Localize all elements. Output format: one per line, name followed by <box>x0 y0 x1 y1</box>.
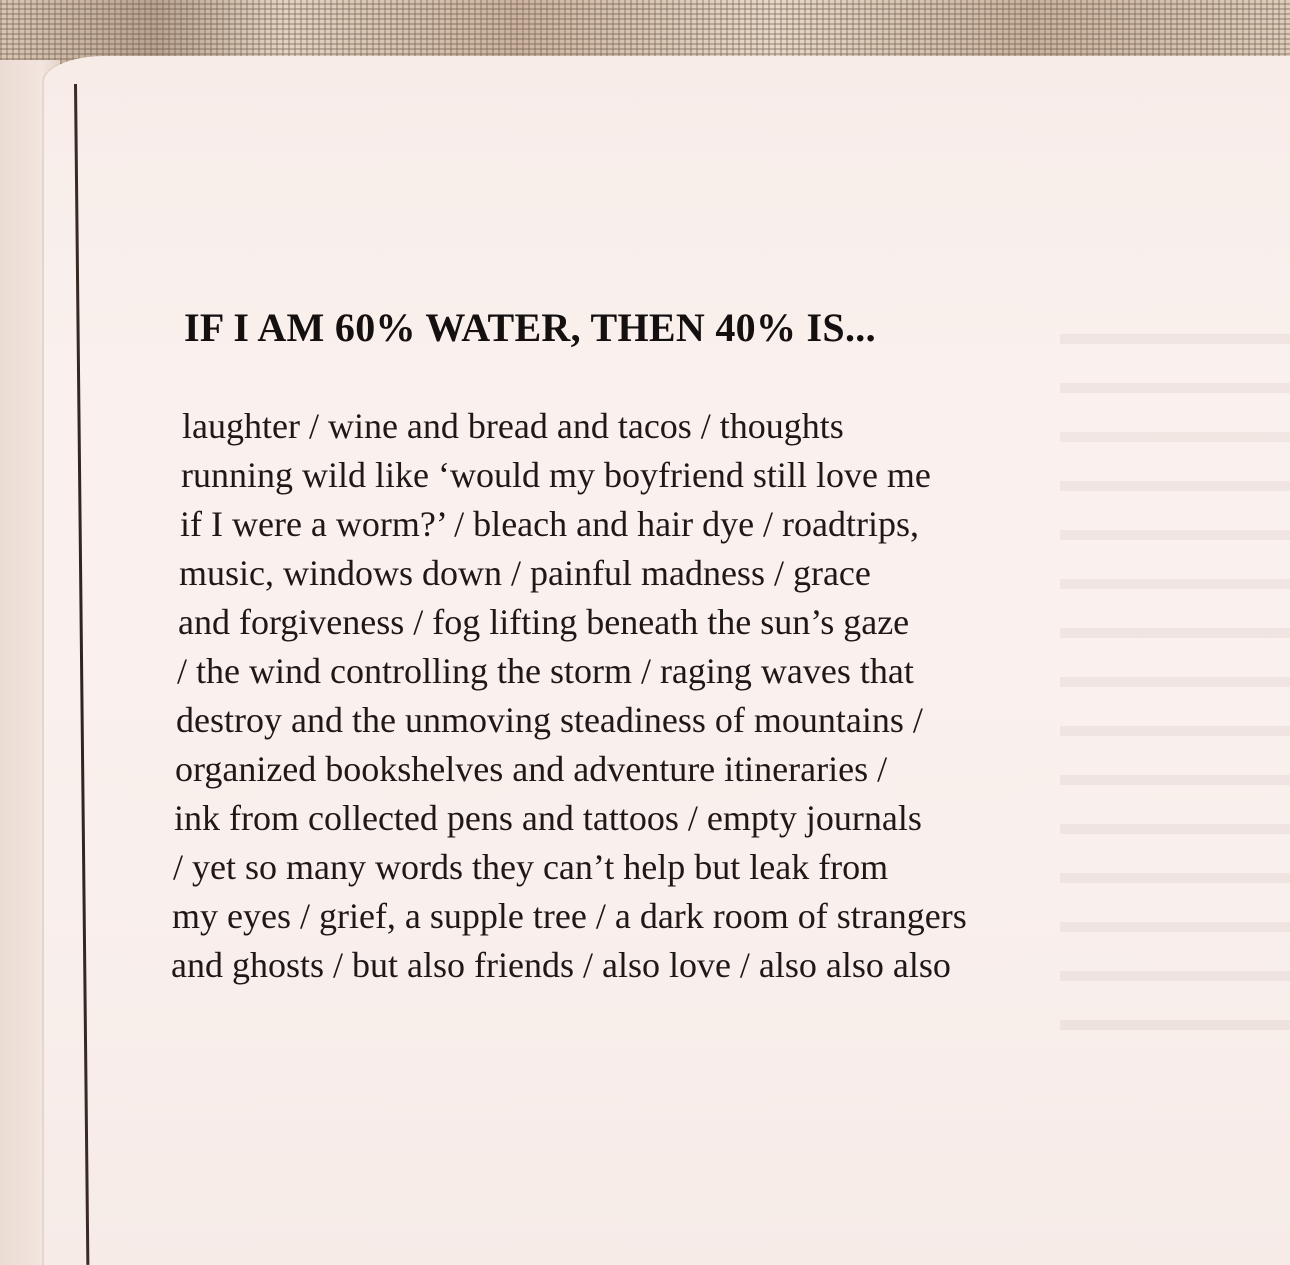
poem-line: and forgiveness / fog lifting beneath the sun’s gaze <box>178 602 910 642</box>
poem-block <box>170 300 1180 990</box>
poem-line: my eyes / grief, a supple tree / a dark room of strangers <box>172 896 967 936</box>
poem-line: ink from collected pens and tattoos / empty journals <box>174 798 922 838</box>
poem-line: destroy and the unmoving steadiness of mountains / <box>176 700 923 740</box>
poem-line: / the wind controlling the storm / raging waves that <box>177 651 914 691</box>
poem-line: running wild like ‘would my boyfriend still love me <box>181 455 931 495</box>
poem-line: laughter / wine and bread and tacos / thoughts <box>182 406 844 446</box>
poem-line: organized bookshelves and adventure itineraries / <box>175 749 888 789</box>
poem-body <box>170 402 1180 990</box>
poem-line: music, windows down / painful madness / grace <box>179 553 871 593</box>
poem-line: if I were a worm?’ / bleach and hair dye / roadtrips, <box>180 504 920 544</box>
poem-line: and ghosts / but also friends / also love / also also also <box>171 945 951 985</box>
poem-line: / yet so many words they can’t help but leak from <box>173 847 889 887</box>
poem-title: IF I AM 60% WATER, THEN 40% IS... <box>184 305 876 350</box>
